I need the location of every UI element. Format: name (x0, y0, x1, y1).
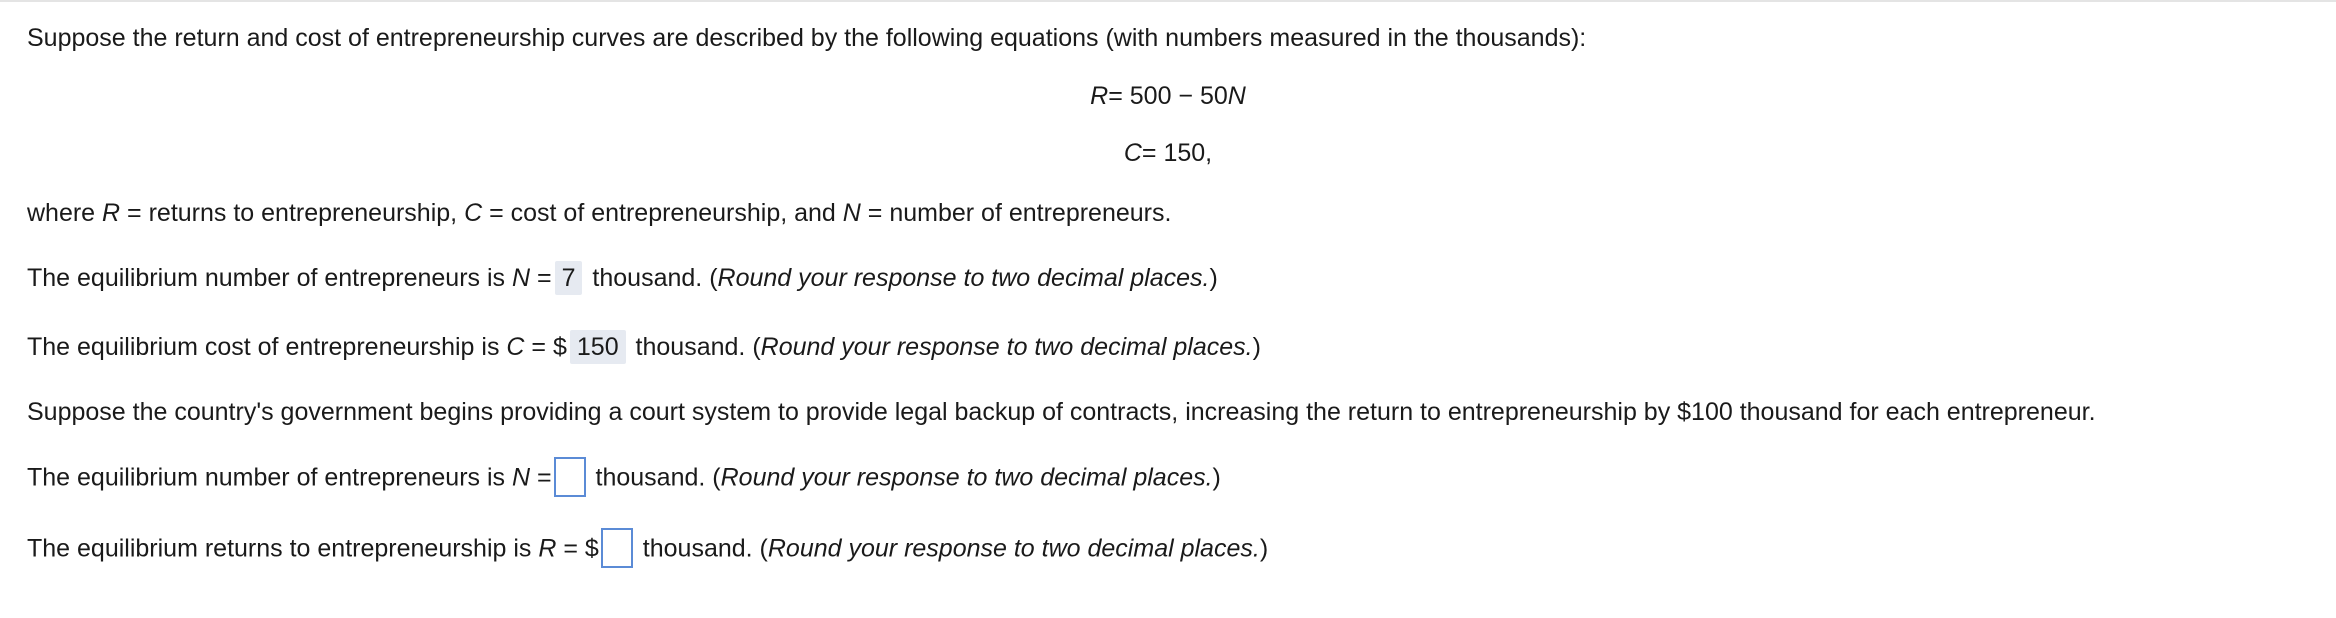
equation-return (0, 79, 2336, 113)
eq1-rhs-variable: N (1227, 82, 1246, 110)
q2-suffix: thousand. ( (628, 333, 761, 361)
scenario-sentence: Suppose the country's government begins providing a court system to provide legal backup of contracts, increasing the return to entrepreneurship by $100 thousand for each entrepreneur. (27, 398, 2096, 426)
q2-hint: Round your response to two decimal places. (760, 333, 1253, 361)
q1-prefix: The equilibrium number of entrepreneurs is (27, 264, 512, 292)
question-4 (27, 530, 1268, 570)
q3-prefix: The equilibrium number of entrepreneurs is (27, 463, 512, 492)
def-where: where (27, 199, 103, 227)
question-2 (27, 330, 1261, 364)
def-r-var: R (102, 199, 121, 227)
q2-equals: = $ (524, 333, 567, 361)
q1-equals: = (530, 264, 552, 292)
q3-equals: = (530, 463, 552, 492)
q1-close: ) (1209, 264, 1218, 292)
eq1-rhs: = 500 − 50 (1108, 82, 1228, 110)
eq2-variable: C (1123, 139, 1142, 167)
q1-suffix: thousand. ( (585, 264, 718, 292)
q2-answer-field[interactable]: 150 (570, 330, 626, 364)
def-n-text: = number of entrepreneurs. (860, 199, 1172, 227)
q4-variable: R (538, 534, 557, 563)
question-3 (27, 459, 1221, 499)
q3-answer-input[interactable] (554, 457, 586, 497)
q2-prefix: The equilibrium cost of entrepreneurship is (27, 333, 507, 361)
q1-hint: Round your response to two decimal places. (717, 264, 1210, 292)
eq1-variable: R (1090, 82, 1109, 110)
intro-sentence: Suppose the return and cost of entrepreneurship curves are described by the following equations (with numbers measured in the thousands): (27, 24, 1587, 52)
q2-variable: C (506, 333, 525, 361)
q1-answer-field[interactable]: 7 (555, 261, 583, 295)
def-r-text: = returns to entrepreneurship, (120, 199, 465, 227)
equation-cost (0, 136, 2336, 170)
q3-variable: N (511, 463, 531, 492)
q3-close: ) (1212, 463, 1221, 492)
intro-text (27, 21, 1586, 55)
def-n-var: N (842, 199, 861, 227)
def-c-var: C (464, 199, 483, 227)
q4-equals: = $ (556, 534, 599, 563)
def-c-text: = cost of entrepreneurship, and (482, 199, 843, 227)
top-divider (0, 0, 2336, 2)
q1-variable: N (511, 264, 531, 292)
q2-close: ) (1252, 333, 1261, 361)
q4-close: ) (1259, 534, 1269, 563)
q4-suffix: thousand. ( (635, 534, 768, 563)
question-1 (27, 261, 1218, 295)
eq2-rhs: = 150, (1141, 139, 1213, 167)
q3-suffix: thousand. ( (588, 463, 721, 492)
q4-hint: Round your response to two decimal places. (767, 534, 1260, 563)
q3-hint: Round your response to two decimal places. (720, 463, 1213, 492)
definitions-text (27, 196, 1171, 230)
scenario-text (27, 395, 2096, 429)
q4-prefix: The equilibrium returns to entrepreneurship is (27, 534, 539, 563)
q4-answer-input[interactable] (601, 528, 633, 568)
